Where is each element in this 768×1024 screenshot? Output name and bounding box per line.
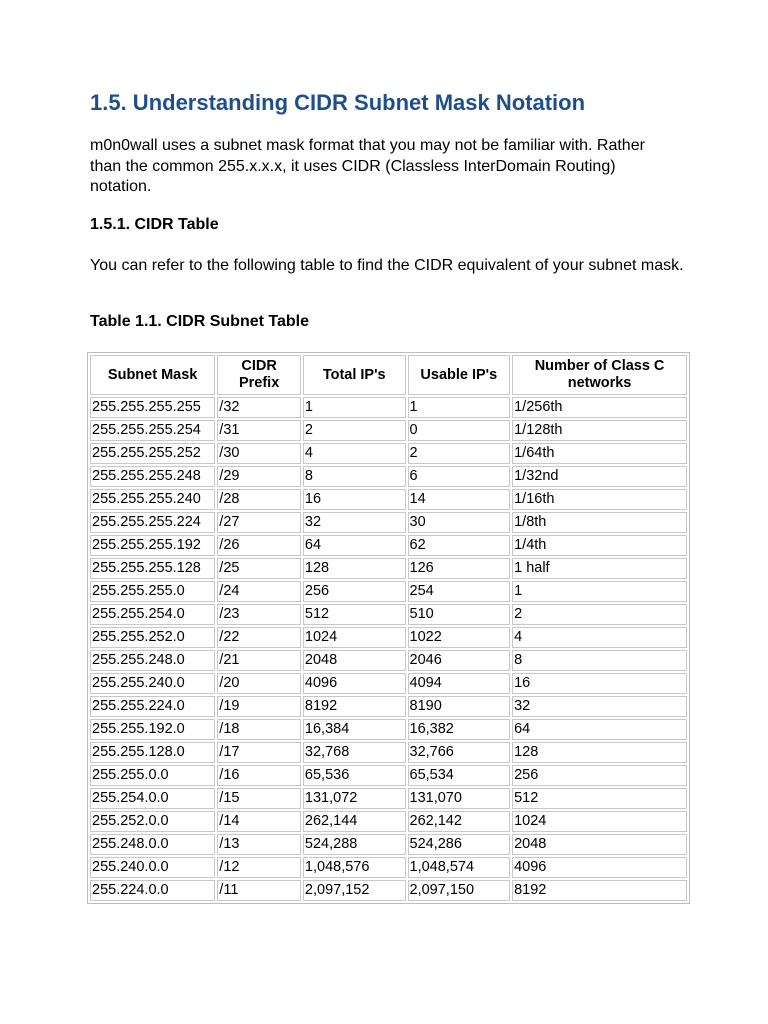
usable-ips-cell: 2046 xyxy=(408,650,511,671)
subnet-mask-cell: 255.255.255.0 xyxy=(90,581,215,602)
class-c-networks-cell: 32 xyxy=(512,696,687,717)
cidr-prefix-cell: /31 xyxy=(217,420,301,441)
cidr-prefix-cell: /28 xyxy=(217,489,301,510)
table-row xyxy=(90,489,687,510)
total-ips-cell: 8192 xyxy=(303,696,406,717)
class-c-networks-cell: 4 xyxy=(512,627,687,648)
cidr-prefix-cell: /11 xyxy=(217,880,301,901)
table-row xyxy=(90,765,687,786)
usable-ips-cell: 254 xyxy=(408,581,511,602)
subnet-mask-cell: 255.255.255.240 xyxy=(90,489,215,510)
subnet-mask-cell: 255.255.0.0 xyxy=(90,765,215,786)
subnet-mask-cell: 255.255.248.0 xyxy=(90,650,215,671)
class-c-networks-cell: 8 xyxy=(512,650,687,671)
column-header-total-ips: Total IP's xyxy=(303,355,406,395)
usable-ips-cell: 262,142 xyxy=(408,811,511,832)
subnet-mask-cell: 255.255.254.0 xyxy=(90,604,215,625)
usable-ips-cell: 6 xyxy=(408,466,511,487)
table-row xyxy=(90,673,687,694)
total-ips-cell: 512 xyxy=(303,604,406,625)
subnet-mask-cell: 255.255.255.224 xyxy=(90,512,215,533)
class-c-networks-cell: 512 xyxy=(512,788,687,809)
usable-ips-cell: 62 xyxy=(408,535,511,556)
total-ips-cell: 32,768 xyxy=(303,742,406,763)
subnet-mask-cell: 255.224.0.0 xyxy=(90,880,215,901)
usable-ips-cell: 2 xyxy=(408,443,511,464)
subnet-mask-cell: 255.255.252.0 xyxy=(90,627,215,648)
subnet-mask-cell: 255.255.255.254 xyxy=(90,420,215,441)
total-ips-cell: 1 xyxy=(303,397,406,418)
usable-ips-cell: 0 xyxy=(408,420,511,441)
column-header-subnet-mask: Subnet Mask xyxy=(90,355,215,395)
table-row xyxy=(90,719,687,740)
column-header-class-c-networks: Number of Class C networks xyxy=(512,355,687,395)
total-ips-cell: 16,384 xyxy=(303,719,406,740)
cidr-prefix-cell: /14 xyxy=(217,811,301,832)
total-ips-cell: 262,144 xyxy=(303,811,406,832)
table-row xyxy=(90,535,687,556)
class-c-networks-cell: 1024 xyxy=(512,811,687,832)
usable-ips-cell: 131,070 xyxy=(408,788,511,809)
total-ips-cell: 131,072 xyxy=(303,788,406,809)
usable-ips-cell: 1022 xyxy=(408,627,511,648)
subnet-mask-cell: 255.254.0.0 xyxy=(90,788,215,809)
total-ips-cell: 128 xyxy=(303,558,406,579)
total-ips-cell: 8 xyxy=(303,466,406,487)
cidr-prefix-cell: /32 xyxy=(217,397,301,418)
total-ips-cell: 2,097,152 xyxy=(303,880,406,901)
class-c-networks-cell: 4096 xyxy=(512,857,687,878)
usable-ips-cell: 1,048,574 xyxy=(408,857,511,878)
table-row xyxy=(90,696,687,717)
table-body xyxy=(90,397,687,901)
subnet-mask-cell: 255.248.0.0 xyxy=(90,834,215,855)
table-row xyxy=(90,880,687,901)
table-row xyxy=(90,742,687,763)
column-header-cidr-prefix: CIDR Prefix xyxy=(217,355,301,395)
cidr-prefix-cell: /25 xyxy=(217,558,301,579)
table-row xyxy=(90,397,687,418)
subnet-mask-cell: 255.255.255.192 xyxy=(90,535,215,556)
total-ips-cell: 4 xyxy=(303,443,406,464)
class-c-networks-cell: 64 xyxy=(512,719,687,740)
table-row xyxy=(90,466,687,487)
total-ips-cell: 32 xyxy=(303,512,406,533)
cidr-prefix-cell: /20 xyxy=(217,673,301,694)
class-c-networks-cell: 128 xyxy=(512,742,687,763)
usable-ips-cell: 1 xyxy=(408,397,511,418)
subnet-mask-cell: 255.240.0.0 xyxy=(90,857,215,878)
table-row xyxy=(90,627,687,648)
cidr-prefix-cell: /26 xyxy=(217,535,301,556)
table-row xyxy=(90,581,687,602)
class-c-networks-cell: 1/128th xyxy=(512,420,687,441)
class-c-networks-cell: 256 xyxy=(512,765,687,786)
usable-ips-cell: 8190 xyxy=(408,696,511,717)
class-c-networks-cell: 2 xyxy=(512,604,687,625)
class-c-networks-cell: 1/64th xyxy=(512,443,687,464)
total-ips-cell: 65,536 xyxy=(303,765,406,786)
usable-ips-cell: 2,097,150 xyxy=(408,880,511,901)
total-ips-cell: 1024 xyxy=(303,627,406,648)
column-header-usable-ips: Usable IP's xyxy=(408,355,511,395)
refer-paragraph: You can refer to the following table to find the CIDR equivalent of your subnet mask. xyxy=(90,257,684,274)
total-ips-cell: 1,048,576 xyxy=(303,857,406,878)
cidr-prefix-cell: /30 xyxy=(217,443,301,464)
total-ips-cell: 256 xyxy=(303,581,406,602)
cidr-prefix-cell: /23 xyxy=(217,604,301,625)
usable-ips-cell: 126 xyxy=(408,558,511,579)
table-row xyxy=(90,558,687,579)
table-caption: Table 1.1. CIDR Subnet Table xyxy=(90,313,309,330)
table-row xyxy=(90,650,687,671)
class-c-networks-cell: 16 xyxy=(512,673,687,694)
table-row xyxy=(90,788,687,809)
total-ips-cell: 16 xyxy=(303,489,406,510)
class-c-networks-cell: 8192 xyxy=(512,880,687,901)
usable-ips-cell: 30 xyxy=(408,512,511,533)
table-row xyxy=(90,811,687,832)
table-row xyxy=(90,443,687,464)
cidr-prefix-cell: /18 xyxy=(217,719,301,740)
class-c-networks-cell: 1/4th xyxy=(512,535,687,556)
intro-paragraph: m0n0wall uses a subnet mask format that you may not be familiar with. Rather than the common 255.x.x.x, it uses CIDR (Classless InterDomain Routing) notation. xyxy=(90,137,645,195)
class-c-networks-cell: 2048 xyxy=(512,834,687,855)
cidr-prefix-cell: /27 xyxy=(217,512,301,533)
usable-ips-cell: 16,382 xyxy=(408,719,511,740)
cidr-prefix-cell: /16 xyxy=(217,765,301,786)
cidr-prefix-cell: /12 xyxy=(217,857,301,878)
usable-ips-cell: 32,766 xyxy=(408,742,511,763)
cidr-prefix-cell: /22 xyxy=(217,627,301,648)
class-c-networks-cell: 1/16th xyxy=(512,489,687,510)
class-c-networks-cell: 1/256th xyxy=(512,397,687,418)
cidr-prefix-cell: /21 xyxy=(217,650,301,671)
subnet-mask-cell: 255.255.128.0 xyxy=(90,742,215,763)
subnet-mask-cell: 255.255.255.255 xyxy=(90,397,215,418)
usable-ips-cell: 510 xyxy=(408,604,511,625)
total-ips-cell: 64 xyxy=(303,535,406,556)
total-ips-cell: 524,288 xyxy=(303,834,406,855)
subnet-mask-cell: 255.252.0.0 xyxy=(90,811,215,832)
usable-ips-cell: 14 xyxy=(408,489,511,510)
subnet-mask-cell: 255.255.224.0 xyxy=(90,696,215,717)
class-c-networks-cell: 1/8th xyxy=(512,512,687,533)
subnet-mask-cell: 255.255.240.0 xyxy=(90,673,215,694)
table-row xyxy=(90,857,687,878)
usable-ips-cell: 65,534 xyxy=(408,765,511,786)
class-c-networks-cell: 1/32nd xyxy=(512,466,687,487)
total-ips-cell: 2 xyxy=(303,420,406,441)
subnet-mask-cell: 255.255.192.0 xyxy=(90,719,215,740)
cidr-prefix-cell: /15 xyxy=(217,788,301,809)
cidr-prefix-cell: /24 xyxy=(217,581,301,602)
cidr-subnet-table xyxy=(87,352,690,904)
class-c-networks-cell: 1 xyxy=(512,581,687,602)
subnet-mask-cell: 255.255.255.248 xyxy=(90,466,215,487)
total-ips-cell: 2048 xyxy=(303,650,406,671)
section-heading: 1.5.1. CIDR Table xyxy=(90,216,219,233)
cidr-prefix-cell: /17 xyxy=(217,742,301,763)
subnet-mask-cell: 255.255.255.252 xyxy=(90,443,215,464)
usable-ips-cell: 4094 xyxy=(408,673,511,694)
cidr-prefix-cell: /19 xyxy=(217,696,301,717)
table-row xyxy=(90,420,687,441)
table-row xyxy=(90,512,687,533)
usable-ips-cell: 524,286 xyxy=(408,834,511,855)
total-ips-cell: 4096 xyxy=(303,673,406,694)
page-title: 1.5. Understanding CIDR Subnet Mask Notation xyxy=(90,90,586,115)
cidr-table-container xyxy=(87,352,690,904)
class-c-networks-cell: 1 half xyxy=(512,558,687,579)
subnet-mask-cell: 255.255.255.128 xyxy=(90,558,215,579)
table-header-row xyxy=(90,355,687,395)
cidr-prefix-cell: /29 xyxy=(217,466,301,487)
cidr-prefix-cell: /13 xyxy=(217,834,301,855)
table-row xyxy=(90,834,687,855)
table-row xyxy=(90,604,687,625)
